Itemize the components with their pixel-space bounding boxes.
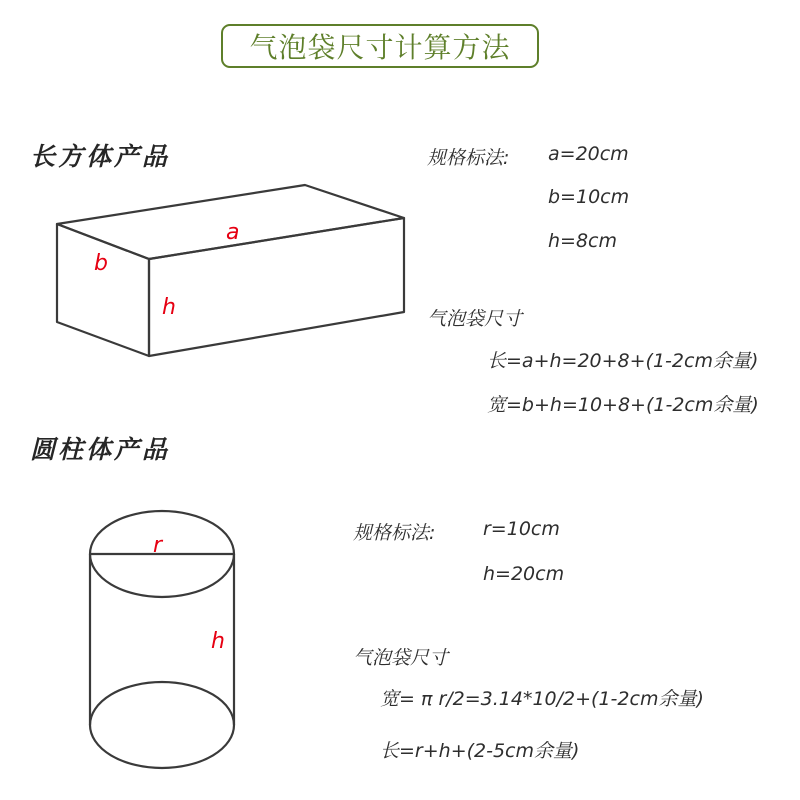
cylinder-bottom-ellipse: [90, 682, 234, 768]
cuboid-figure: [57, 185, 404, 356]
cylinder-bag-width: 宽= π r/2=3.14*10/2+(1-2cm余量): [380, 688, 704, 710]
cuboid-bag-label: 气泡袋尺寸: [427, 308, 523, 330]
cuboid-side-face: [149, 218, 404, 356]
cuboid-spec-b: b=10cm: [548, 186, 630, 208]
cuboid-label-h: h: [162, 295, 176, 320]
cuboid-front-face: [57, 224, 149, 356]
cylinder-spec-label: 规格标法:: [353, 522, 436, 544]
cylinder-label-r: r: [153, 533, 163, 558]
cylinder-label-h: h: [211, 629, 225, 654]
cylinder-heading: 圆柱体产品: [30, 435, 171, 464]
cuboid-label-b: b: [94, 251, 108, 276]
cylinder-bag-length: 长=r+h+(2-5cm余量): [380, 740, 580, 762]
cuboid-bag-length: 长=a+h=20+8+(1-2cm余量): [487, 350, 759, 372]
cylinder-spec-r: r=10cm: [483, 518, 560, 540]
cuboid-spec-label: 规格标法:: [427, 147, 510, 169]
cuboid-label-a: a: [226, 220, 240, 245]
page-title: 气泡袋尺寸计算方法: [249, 31, 511, 64]
cuboid-spec-h: h=8cm: [548, 230, 618, 252]
cuboid-bag-width: 宽=b+h=10+8+(1-2cm余量): [487, 394, 759, 416]
cylinder-spec-h: h=20cm: [483, 563, 565, 585]
cylinder-bag-label: 气泡袋尺寸: [353, 647, 449, 669]
cuboid-spec-a: a=20cm: [548, 143, 629, 165]
cuboid-heading: 长方体产品: [30, 142, 171, 171]
